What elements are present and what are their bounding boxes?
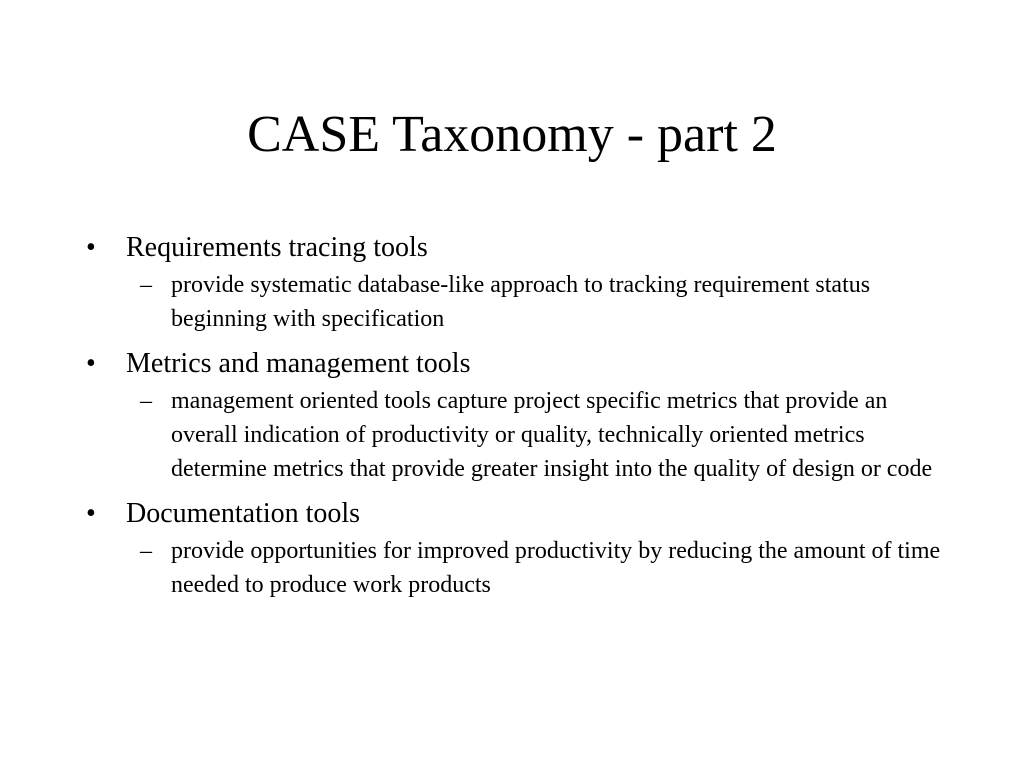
bullet-label: Metrics and management tools: [126, 348, 471, 379]
bullet-icon: •: [86, 348, 96, 379]
bullet-item-documentation: [86, 494, 946, 534]
bullet-icon: •: [86, 232, 96, 263]
dash-icon: –: [140, 538, 152, 564]
bullet-item-requirements-tracing: [86, 228, 946, 268]
sub-bullet-item: [86, 534, 946, 602]
bullet-label: Requirements tracing tools: [126, 232, 428, 263]
sub-bullet-item: [86, 384, 946, 486]
bullet-icon: •: [86, 498, 96, 529]
bullet-item-metrics-management: [86, 344, 946, 384]
dash-icon: –: [140, 388, 152, 414]
slide-title: CASE Taxonomy - part 2: [247, 106, 777, 163]
sub-bullet-item: [86, 268, 946, 336]
sub-bullet-text: provide systematic database-like approach to tracking requirement status beginning with specification: [171, 272, 871, 332]
dash-icon: –: [140, 272, 152, 298]
sub-bullet-text: management oriented tools capture project specific metrics that provide an overall indication of productivity or quality, technically oriented metrics determine metrics that provide greater insight into the quality of design or code: [171, 388, 933, 482]
sub-bullet-text: provide opportunities for improved productivity by reducing the amount of time needed to produce work products: [171, 538, 941, 598]
slide-content: [86, 228, 946, 610]
bullet-label: Documentation tools: [126, 498, 361, 529]
